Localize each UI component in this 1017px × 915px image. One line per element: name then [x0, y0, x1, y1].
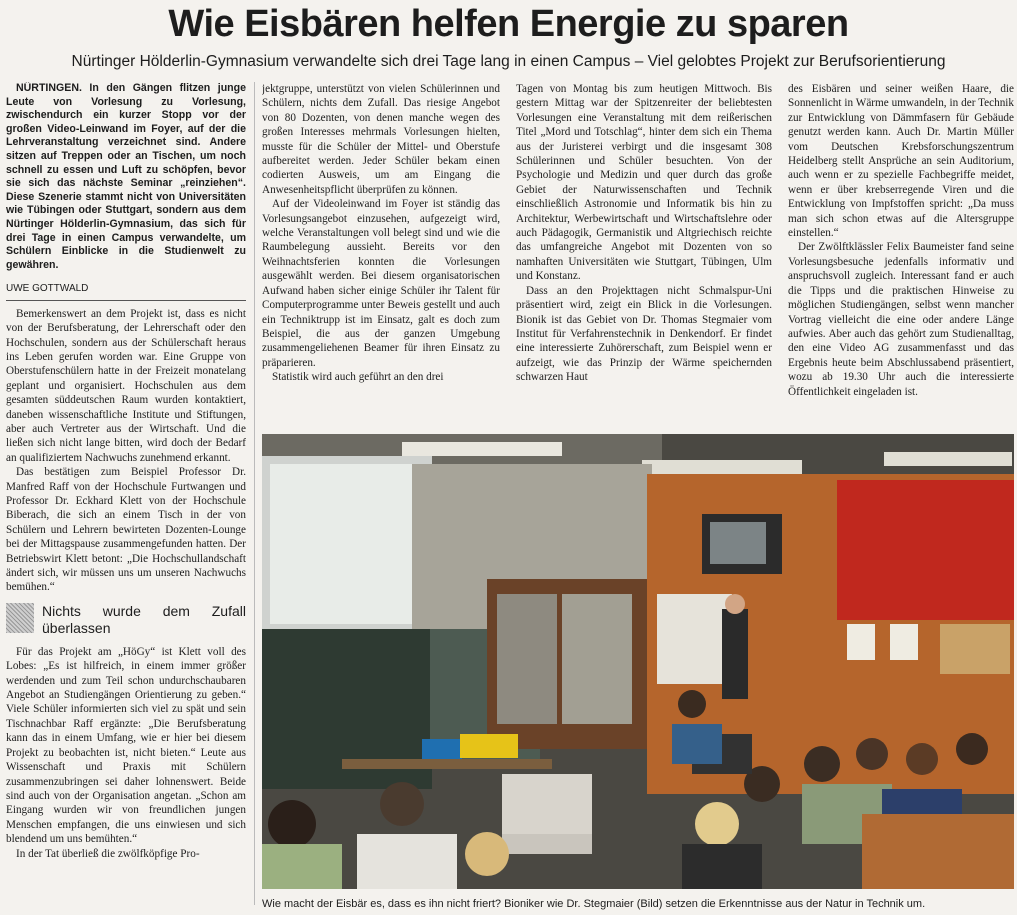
body-paragraph: Für das Projekt am „HöGy“ ist Klett voll des Lobes: „Es ist hilfreich, in einem immer größer werdenden und zum Teil schon undurchschaubaren Angebot an Studiengängen Orientierung zu geben.“ Viele Schüler informierten sich viel zu spät und sein Tischnachbar Raff ergänzte: „Die Berufsberatung kann das in einem Umfang, wie er hier bei diesem Projekt zu beobachten ist, nicht bieten.“ Leute aus Wissenschaft und Praxis mit Schülern zusammenzubringen sei daher lohnenswert. Beide sind auch von der Organisation angetan. „Schon am Eingang wurden wir von freundlichen jungen Menschen empfangen, die uns einwiesen und sich blendend um uns bemühten.“ — [6, 645, 246, 846]
section-subheading — [6, 603, 246, 637]
column-2 — [262, 82, 500, 427]
body-paragraph: In der Tat überließ die zwölfköpfige Pro- — [16, 847, 200, 860]
body-paragraph: Tagen von Montag bis zum heutigen Mittwoch. Bis gestern Mittag war der Spitzenreiter der beliebtesten Vorlesungen eine Veranstaltung mit dem reißerischen Titel „Mord und Totschlag“, hinter dem sich ein Thema aus der Juristerei verbirgt und die insgesamt 308 Schülerinnen und Schüler besuchten. Von der Psychologie und Medizin und quer durch das große Gebiet der Naturwissenschaften und Technik einschließlich Astronomie und Informatik bis hin zu Architektur, Werbewirtschaft und Wirtschaftslehre oder auch Pädagogik, Germanistik und Altgriechisch reichte das umfangreiche Angebot mit Dozenten von so namhaften Universitäten wie Stuttgart, Tübingen, Ulm und Konstanz. — [516, 83, 772, 283]
table — [342, 759, 552, 769]
subheading-text: Nichts wurde dem Zufall überlassen — [42, 602, 246, 636]
body-paragraph: Statistik wird auch geführt an den drei — [272, 371, 444, 384]
body-paragraph: des Eisbären und seiner weißen Haare, die Sonnenlicht in Wärme umwandeln, in der Technik zur Entwicklung von Dämmfasern für Gebäude genutzt werden kann. Auch Dr. Martin Müller vom Deutschen Krebsforschungszentrum Heidelberg stellt Ansprüche an sein Auditorium, auch wenn er zu spezielle Fachbegriffe meidet, wenn er über krebserregende Viren und die Entwicklung von Impfstoffen spricht: „Da muss man sich schon etwas auf die Altersgruppe einstellen.“ — [788, 83, 1014, 240]
red-curtain — [837, 480, 1014, 620]
body-paragraph: Dass an den Projekttagen nicht Schmalspur-Uni präsentiert wird, zeigt ein Blick in die Vorlesungen. Bionik ist das Gebiet von Dr. Thomas Stegmaier vom Institut für Verfahrenstechnik in Denkendorf. Er findet eine interessierte Zuhörerschaft, zum Beispiel wenn er aufzeigt, wie das Prinzip der Wärme speichernden schwarzen Haut — [516, 284, 772, 384]
column-3 — [516, 82, 772, 427]
ceiling-light — [642, 460, 802, 474]
body-paragraph: jektgruppe, unterstützt von vielen Schülerinnen und Schülern, nichts dem Zufall. Das riesige Angebot von 80 Dozenten, von denen manche wegen des großen Interesses mehrmals Vorlesungen hielten, musste für die Schüler der Mittel- und Oberstufe aufbereitet werden. Jeder Schüler bekam einen codierten Ausweis, um am Eingang die Anwesenheitspflicht überprüfen zu können. — [262, 83, 500, 196]
body-paragraph: Bemerkenswert an dem Projekt ist, dass es nicht von der Berufsberatung, der Lehrerschaft oder den Hochschulen, sondern aus der Schülerschaft heraus ins Leben gerufen worden war. Eine Gruppe von Oberstufenschülern hatte in der Freizeit monatelang geplant und organisiert. Hochschulen aus dem gesamten süddeutschen Raum wurden kontaktiert, daneben wissenschaftliche Institute und Stiftungen, aber auch Vertreter aus der Wirtschaft. Und die ließen sich nicht lange bitten, wird doch der Bedarf an qualifiziertem Nachwuchs zunehmend erkannt. — [6, 307, 246, 464]
subheading-marker — [6, 603, 34, 633]
ceiling-light — [402, 442, 562, 456]
body-paragraph: Der Zwölftklässler Felix Baumeister fand seine Vorlesungsbesuche jedenfalls informativ und anspruchsvoll zugleich. Interessant fand er auch die Tipps und die praktischen Hinweise zu möglichen Studiengängen, selbst wenn mancher Vortrag vielleicht die eine oder andere Länge aufwies. Aber auch das gehört zum Studienalltag, den eine Video AG zusammenfasst und das Ergebnis heute beim Abschlussabend präsentiert, wozu ab 19.30 Uhr auch die interessierte Öffentlichkeit eingeladen ist. — [788, 241, 1014, 398]
lecture-photo — [262, 434, 1014, 889]
lecture-photo-illustration — [262, 434, 1014, 889]
student-head — [268, 800, 316, 848]
body-paragraph: Das bestätigen zum Beispiel Professor Dr. Manfred Raff von der Hochschule Furtwangen und Professor Dr. Eckhard Klett von der Hochschule Biberach, die sich an einem Tisch in der von Schülern und Lehrern bewirteten Dozenten-Lounge bei der Mittagspause zusammengefunden hatten. Der Betriebswirt Klett betont: „Die Hochschullandschaft ändert sich, wir müssen uns um unseren Nachwuchs bemühen.“ — [6, 466, 246, 594]
column-1 — [6, 82, 246, 915]
lead-paragraph: NÜRTINGEN. In den Gängen flitzen junge Leute von Vorlesung zu Vorlesung, zwischendurch ein kurzer Stopp vor der großen Video-Leinwand im Foyer, auf der die Lehrveranstaltung verzeichnet sind. Andere sitzen auf Treppen oder an Tischen, um noch schnell zu essen und Luft zu schöpfen, bevor sie sich das nächste Seminar „reinziehen“. Diese Szenerie stammt nicht von Universitäten wie Tübingen oder Stuttgart, sondern aus dem Nürtinger Hölderlin-Gymnasium, das sich für drei Tage in einen Campus verwandelte, um Schülern Einblicke in die Studienwelt zu gewähren. — [6, 82, 246, 271]
photo-caption: Wie macht der Eisbär es, dass es ihn nicht friert? Bioniker wie Dr. Stegmaier (Bild) setzen die Erkenntnisse aus der Natur in Technik um. — [262, 898, 926, 910]
body-paragraph: Auf der Videoleinwand im Foyer ist ständig das Vorlesungsangebot einzusehen, aufgezeigt wird, welche Veranstaltungen voll belegt sind und wie die Raumbelegung aussieht. Bereits vor den Weihnachtsferien konnten die Vorlesungen ausgewählt werden. Bei diesem organisatorischen Aufwand haben sicher einige Schüler ihr Talent für Computerprogramme unter Beweis gestellt und auch ein Techniktrupp ist im Einsatz, galt es doch zum Beispiel, die aus der ganzen Umgebung zusammengeliehenen Beamer für ihren Einsatz zu präparieren. — [262, 198, 500, 369]
presenter — [722, 609, 748, 699]
column-4 — [788, 82, 1014, 427]
subheadline: Nürtinger Hölderlin-Gymnasium verwandelte sich drei Tage lang in einen Campus – Viel gelobtes Projekt zur Berufsorientierung — [71, 53, 946, 70]
byline: UWE GOTTWALD — [6, 272, 246, 300]
ceiling-light — [884, 452, 1012, 466]
headline: Wie Eisbären helfen Energie zu sparen — [168, 3, 849, 45]
